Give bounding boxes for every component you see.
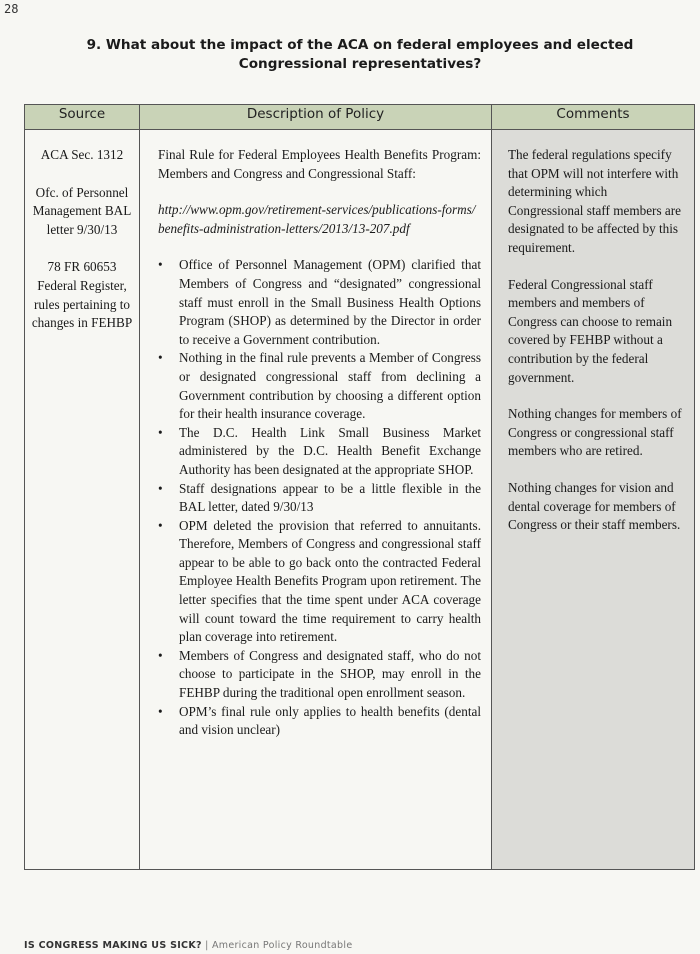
rule-url: http://www.opm.gov/retirement-services/publications-forms/benefits-administration-letters/2013/13-207.pdf: [158, 202, 476, 236]
bullet-icon: •: [158, 647, 163, 663]
list-item: [158, 517, 481, 647]
comments-cell: [492, 130, 695, 870]
rule-title: Final Rule for Federal Employees Health Benefits Program: Members and Congress and Congressional Staff:: [158, 147, 481, 181]
list-item: [158, 256, 481, 349]
bullet-icon: •: [158, 517, 163, 533]
bullet-icon: •: [158, 424, 163, 440]
header-comments: Comments: [492, 105, 695, 130]
list-item: [158, 480, 481, 517]
footer-separator: |: [205, 940, 209, 951]
bullet-text: OPM deleted the provision that referred to annuitants. Therefore, Members of Congress and congressional staff appear to be able to go back onto the contracted Federal Employee Health Benefits Program upon retirement. The letter specifies that the time spent under ACA coverage will count toward the time requirement to carry health plan coverage into retirement.: [179, 517, 481, 645]
source-item: ACA Sec. 1312: [40, 147, 124, 162]
footer-book-title: IS CONGRESS MAKING US SICK?: [24, 940, 202, 951]
comment-paragraph: Nothing changes for vision and dental coverage for members of Congress or their staff members.: [508, 479, 681, 533]
heading-line-2: Congressional representatives?: [238, 56, 482, 72]
bullet-icon: •: [158, 350, 163, 366]
bullet-text: Staff designations appear to be a little flexible in the BAL letter, dated 9/30/13: [179, 480, 481, 515]
page-footer: [24, 940, 352, 951]
header-source: Source: [25, 105, 140, 130]
source-item: 78 FR 60653 Federal Register, rules pertaining to changes in FEHBP: [31, 259, 133, 331]
table-row: [25, 130, 695, 870]
bullet-icon: •: [158, 257, 163, 273]
list-item: [158, 647, 481, 703]
bullet-text: OPM’s final rule only applies to health benefits (dental and vision unclear): [179, 703, 481, 738]
list-item: [158, 703, 481, 740]
table-header-row: [25, 105, 695, 130]
bullet-icon: •: [158, 480, 163, 496]
bullet-text: Members of Congress and designated staff, who do not choose to participate in the SHOP, may enroll in the FEHBP during the traditional open enrollment season.: [179, 647, 481, 701]
list-item: [158, 424, 481, 480]
comment-paragraph: The federal regulations specify that OPM will not interfere with determining which Congressional staff members are designated to be affected by this requirement.: [508, 147, 681, 255]
source-cell: [25, 130, 140, 870]
footer-publisher: American Policy Roundtable: [211, 940, 353, 951]
comment-paragraph: Federal Congressional staff members and members of Congress can choose to remain covered by FEHBP without a contribution by the federal government.: [508, 276, 673, 385]
policy-table: [24, 104, 695, 870]
bullet-icon: •: [158, 703, 163, 719]
source-item: Ofc. of Personnel Management BAL letter 9/30/13: [32, 184, 132, 237]
bullet-text: Office of Personnel Management (OPM) clarified that Members of Congress and “designated” congressional staff must enroll in the Small Business Health Options Program (SHOP) as determined by the Director in order to receive a Government contribution.: [179, 257, 481, 347]
description-cell: [140, 130, 492, 870]
header-description: Description of Policy: [140, 105, 492, 130]
bullet-text: The D.C. Health Link Small Business Market administered by the D.C. Health Benefit Exchange Authority has been designated at the appropriate SHOP.: [179, 424, 481, 477]
question-heading: [60, 36, 660, 74]
list-item: [158, 349, 481, 423]
bullet-text: Nothing in the final rule prevents a Member of Congress or designated congressional staff from declining a Government contribution by choosing a different option for their health insurance coverage.: [179, 350, 481, 422]
page-number: 28: [4, 2, 19, 16]
heading-line-1: 9. What about the impact of the ACA on federal employees and elected: [86, 37, 634, 53]
policy-bullet-list: [158, 256, 481, 739]
comment-paragraph: Nothing changes for members of Congress or congressional staff members who are retired.: [508, 406, 682, 459]
